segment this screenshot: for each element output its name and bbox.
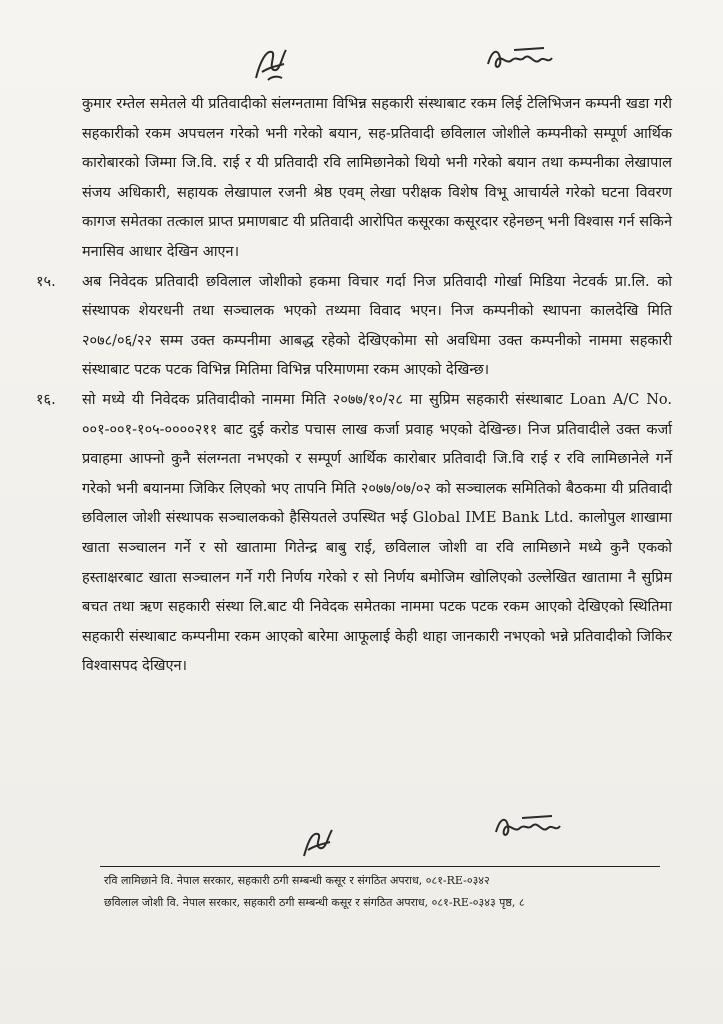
- signature-icon: [492, 808, 564, 848]
- paragraph-text: अब निवेदक प्रतिवादी छविलाल जोशीको हकमा विचार गर्दा निज प्रतिवादी गोर्खा मिडिया नेटवर्क प्रा.लि. को संस्थापक शेयरधनी तथा सञ्चालक भएको तथ्यमा विवाद भएन। निज कम्पनीको स्थापना कालदेखि मिति २०७८/०६/२२ सम्म उक्त कम्पनीमा आबद्ध रहेको देखिएकोमा सो अवधिमा उक्त कम्पनीको नाममा सहकारी संस्थाबाट पटक पटक विभिन्न मितिमा विभिन्न परिमाणमा रकम आएको देखिन्छ।: [82, 273, 672, 379]
- paragraph-16: [36, 386, 672, 682]
- paragraph-text: सो मध्ये यी निवेदक प्रतिवादीको नाममा मिति २०७७/१०/२८ मा सुप्रिम सहकारी संस्थाबाट Loan A/C No. ००१-००१-१०५-००००२११ बाट दुई करोड पचास लाख कर्जा प्रवाह भएको देखिन्छ। निज प्रतिवादीले उक्त कर्जा प्रवाहमा आफ्नो कुनै संलग्नता नभएको र सम्पूर्ण आर्थिक कारोबार प्रतिवादी जि.वि राई र रवि लामिछानेले गर्ने गरेको भनी बयानमा जिकिर लिएको भए तापनि मिति २०७७/०७/०२ को सञ्चालक समितिको बैठकमा यी प्रतिवादी छविलाल जोशी संस्थापक सञ्चालकको हैसियतले उपस्थित भई Global IME Bank Ltd. कालोपुल शाखामा खाता सञ्चालन गर्ने र सो खातामा गितेन्द्र बाबु राई, छविलाल जोशी वा रवि लामिछाने मध्ये कुनै एकको हस्ताक्षरबाट खाता सञ्चालन गर्ने गरी निर्णय गरेको र सो निर्णय बमोजिम खोलिएको उल्लेखित खातामा नै सुप्रिम बचत तथा ऋण सहकारी संस्था लि.बाट यी निवेदक समेतका नाममा पटक पटक रकम आएको देखिएको स्थितिमा सहकारी संस्थाबाट कम्पनीमा रकम आएको बारेमा आफूलाई केही थाहा जानकारी नभएको भन्ने प्रतिवादीको जिकिर विश्वासपद देखिएन।: [82, 391, 672, 675]
- paragraph-number: १५.: [36, 273, 56, 290]
- footer-case-line-1: रवि लामिछाने वि. नेपाल सरकार, सहकारी ठगी सम्बन्धी कसूर र संगठित अपराध, ०८१-RE-०३४२: [104, 874, 490, 887]
- paragraph-intro: कुमार रम्तेल समेतले यी प्रतिवादीको संलग्नतामा विभिन्न सहकारी संस्थाबाट रकम लिई टेलिभिजन कम्पनी खडा गरी सहकारीको रकम अपचलन गरेको भनी गरेको बयान, सह-प्रतिवादी छविलाल जोशीले कम्पनीको सम्पूर्ण आर्थिक कारोबारको जिम्मा जि.वि. राई र यी प्रतिवादी रवि लामिछानेको थियो भनी गरेको बयान तथा कम्पनीका लेखापाल संजय अधिकारी, सहायक लेखापाल रजनी श्रेष्ठ एवम् लेखा परीक्षक विशेष विभू आचार्यले गरेको घटना विवरण कागज समेतका तत्काल प्राप्त प्रमाणबाट यी प्रतिवादी आरोपित कसूरका कसूरदार रहेनछन् भनी विश्वास गर्न सकिने मनासिव आधार देखिन आएन।: [82, 96, 672, 260]
- signature-icon: [484, 40, 556, 80]
- signature-icon: [298, 822, 338, 862]
- document-body: [36, 90, 672, 682]
- footer: [104, 870, 664, 914]
- paragraph-15: [36, 268, 672, 386]
- footer-divider: [100, 866, 660, 867]
- paragraph-number: १६.: [36, 391, 56, 408]
- footer-case-line-2: छविलाल जोशी वि. नेपाल सरकार, सहकारी ठगी सम्बन्धी कसूर र संगठित अपराध, ०८१-RE-०३४३ पृष्ठ, ८: [104, 896, 525, 909]
- signature-icon: [250, 42, 294, 86]
